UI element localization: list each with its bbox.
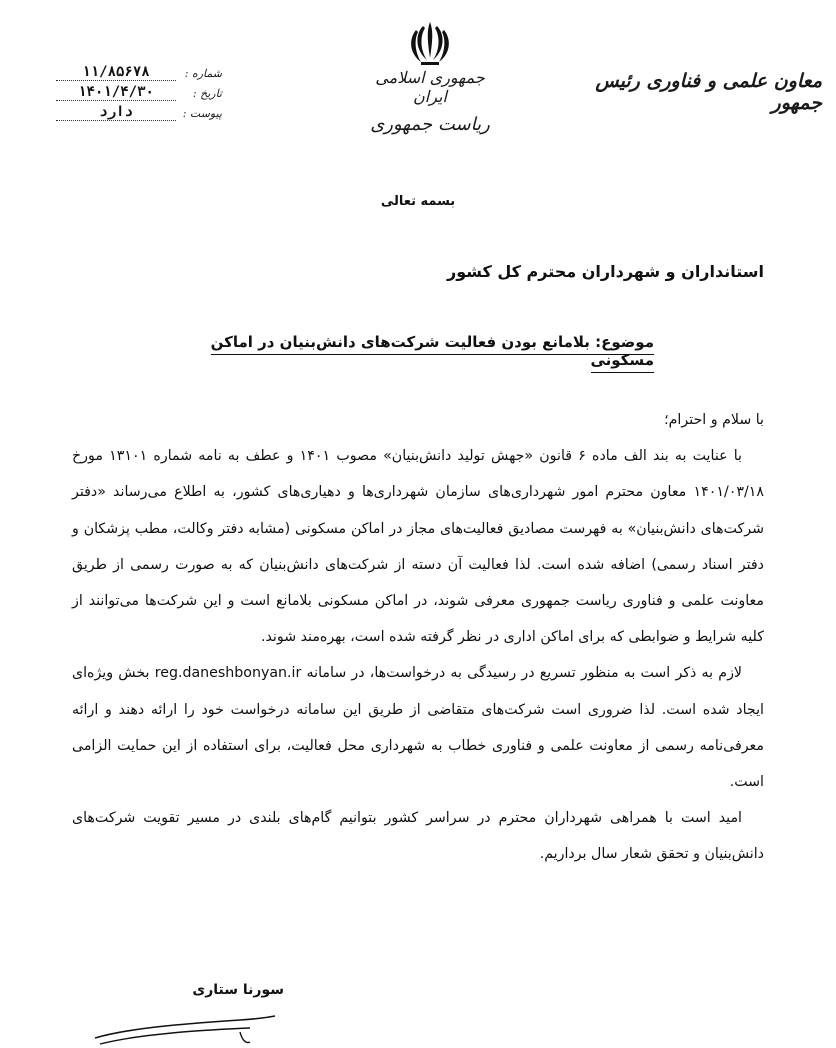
subject-text: موضوع: بلامانع بودن فعالیت شرکت‌های دانش‌بنیان در اماکن مسکونی: [211, 333, 654, 373]
meta-date-value: ۱۴۰۱/۴/۳۰: [56, 84, 176, 101]
meta-date-label: تاریخ :: [192, 87, 222, 100]
office-title: معاون علمی و فناوری رئیس جمهور: [595, 70, 822, 114]
invocation: بسمه تعالی: [380, 194, 456, 209]
signature-block: [120, 968, 340, 1046]
addressee: استانداران و شهرداران محترم کل کشور: [447, 262, 764, 281]
meta-attachment-label: پیوست :: [182, 107, 222, 120]
meta-number-value: ۱۱/۸۵۶۷۸: [56, 64, 176, 81]
website-link: reg.daneshbonyan.ir: [154, 665, 302, 682]
iran-emblem-icon: [407, 18, 453, 66]
meta-number-label: شماره :: [184, 67, 222, 80]
paragraph-1: با عنایت به بند الف ماده ۶ قانون «جهش تولید دانش‌بنیان» مصوب ۱۴۰۱ و عطف به نامه شماره ۱۳۱۰۱ مورخ ۱۴۰۱/۰۳/۱۸ معاون محترم امور شهرداری‌های سازمان شهرداری‌ها و دهیاری‌های کشور، به اطلاع می‌رساند «دفتر شرکت‌های دانش‌بنیان» به فهرست مصادیق فعالیت‌های مجاز در اماکن مسکونی (مشابه دفتر وکالت، مطب پزشکان و دفتر اسناد رسمی) اضافه شده است. لذا فعالیت آن دسته از شرکت‌های دانش‌بنیان که به صورت رسمی از طریق معاونت علمی و فناوری ریاست جمهوری معرفی شوند، در اماکن مسکونی بلامانع است و این شرکت‌ها می‌توانند از کلیه شرایط و ضوابطی که برای اماکن اداری در نظر گرفته شده است، بهره‌مند شوند.: [72, 448, 764, 646]
meta-number-row: [52, 66, 222, 83]
subject-line: [154, 333, 654, 369]
greeting: با سلام و احترام؛: [664, 412, 764, 428]
signatory-name: سورنا ستاری: [192, 982, 284, 998]
letter-body: [72, 402, 764, 873]
paragraph-2-before: لازم به ذکر است به منظور تسریع در رسیدگی به درخواست‌ها، در سامانه: [306, 665, 743, 682]
emblem-block: [360, 18, 500, 148]
emblem-line-1: جمهوری اسلامی ایران: [375, 68, 485, 106]
paragraph-2: [72, 655, 764, 800]
meta-date-row: [52, 86, 222, 103]
letter-meta: [52, 66, 222, 126]
paragraph-3: امید است با همراهی شهرداران محترم در سراسر کشور بتوانیم گام‌های بلندی در مسیر تقویت شرکت‌های دانش‌بنیان و تحقق شعار سال برداریم.: [72, 810, 764, 863]
paragraph-2-after: بخش ویژه‌ای ایجاد شده است. لذا ضروری است شرکت‌های متقاضی از طریق این سامانه درخواست خود را ارائه دهند و ارائه معرفی‌نامه رسمی از معاونت علمی و فناوری خطاب به شهرداری محل فعالیت، برای استفاده از این حمایت الزامی است.: [72, 665, 764, 791]
meta-attachment-row: [52, 106, 222, 123]
signature-icon: [90, 998, 290, 1048]
emblem-line-2: ریاست جمهوری: [370, 114, 490, 135]
meta-attachment-value: دارد: [56, 104, 176, 121]
